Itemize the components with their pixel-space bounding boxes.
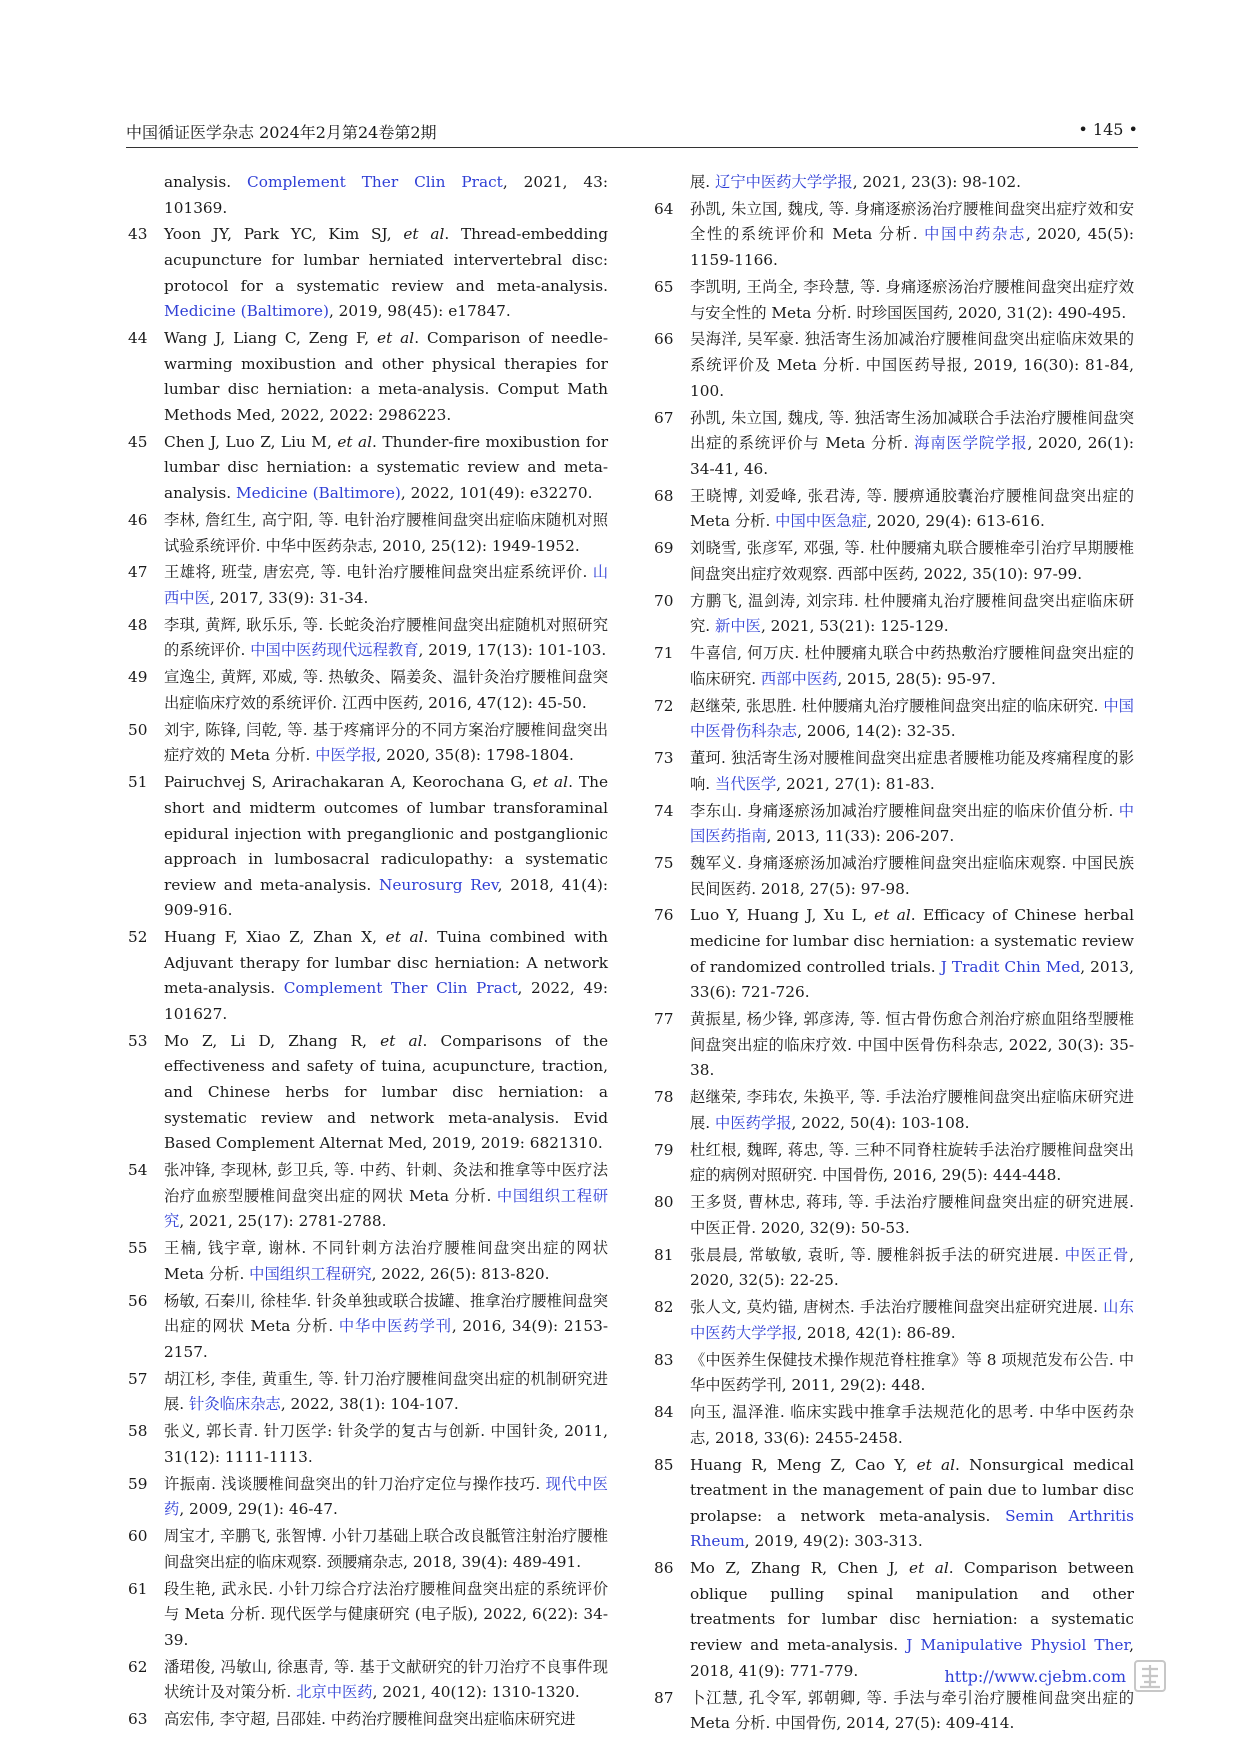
journal-link[interactable]: J Manipulative Physiol Ther [906,1636,1130,1655]
reference-text: , 2019, 17(13): 101-103. [418,641,607,660]
reference-entry [128,1367,608,1418]
running-header [126,118,1138,144]
reference-text: , 2022, 49: 101627. [164,979,609,1023]
reference-text: , 2021, 53(21): 125-129. [760,617,949,636]
reference-text: 董珂. 独活寄生汤对腰椎间盘突出症患者腰椎功能及疼痛程度的影响. [690,749,1134,793]
reference-text: 方鹏飞, 温剑涛, 刘宗玮. 杜仲腰痛丸治疗腰椎间盘突出症临床研究. [690,591,1134,636]
reference-text: . Comparisons of the effectiveness and safety of tuina, acupuncture, traction, and Chinese herbs for lumbar disc herniation: a systematic review and network meta-analysis. Evid Based Complement Alternat Med, 2019, 2019: 6821310. [164,1031,609,1153]
et-al-text: et al [916,1455,956,1474]
et-al-text: et al [380,1031,423,1050]
reference-number: 43 [128,225,148,244]
reference-entry [128,1524,608,1575]
journal-link[interactable]: 中医正骨 [1064,1245,1130,1264]
reference-entry [654,1295,1134,1346]
reference-entry [128,1289,608,1366]
reference-number: 87 [654,1688,674,1707]
header-divider [126,147,1138,148]
reference-number: 49 [128,668,148,687]
reference-text: 李林, 詹红生, 高宁阳, 等. 电针治疗腰椎间盘突出症临床随机对照试验系统评价. 中华中医药杂志, 2010, 25(12): 1949-1952. [164,510,608,555]
reference-number: 62 [128,1657,148,1676]
reference-number: 64 [654,199,674,218]
reference-entry [654,1007,1134,1084]
reference-text: 段生艳, 武永民. 小针刀综合疗法治疗腰椎间盘突出症的系统评价与 Meta 分析. 现代医学与健康研究 (电子版), 2022, 6(22): 34-39. [164,1579,608,1649]
reference-entry [128,1472,608,1523]
reference-entry [654,536,1134,587]
reference-text: 张义, 郭长青. 针刀医学: 针灸学的复古与创新. 中国针灸, 2011, 31(12): 1111-1113. [164,1422,608,1466]
reference-list-right-column [654,170,1134,1738]
reference-text: , 2020, 35(8): 1798-1804. [376,746,574,765]
reference-entry [654,641,1134,692]
reference-number: 50 [128,720,148,739]
reference-number: 52 [128,928,148,947]
reference-number: 84 [654,1403,674,1422]
reference-number: 72 [654,696,674,715]
reference-text: . Efficacy of Chinese herbal medicine for lumbar disc herniation: a systematic review of randomized controlled trials. [690,906,1134,976]
reference-entry [128,770,608,924]
reference-text: . Nonsurgical medical treatment in the management of pain due to lumbar disc prolapse: a network meta-analysis. [690,1455,1134,1525]
reference-text: Huang R, Meng Z, Cao Y, [690,1455,917,1474]
reference-text: 孙凯, 朱立国, 魏戌, 等. 独活寄生汤加减联合手法治疗腰椎间盘突出症的系统评价与 Meta 分析. [690,408,1134,453]
reference-entry [128,665,608,716]
reference-entry [654,746,1134,797]
reference-entry [654,275,1134,326]
journal-link[interactable]: Medicine (Baltimore) [235,484,401,503]
reference-text: Mo Z, Li D, Zhang R, [164,1031,381,1050]
journal-seal-icon [1134,1660,1166,1692]
reference-text: , 2013, 11(33): 206-207. [766,827,955,846]
reference-entry [128,326,608,428]
reference-text: , 2021, 43: 101369. [164,173,609,217]
reference-number: 54 [128,1161,148,1180]
reference-entry [128,560,608,611]
reference-text: , 2020, 45(5): 1159-1166. [690,225,1134,270]
reference-text: , 2021, 23(3): 98-102. [852,173,1021,191]
reference-text: . Thread-embedding acupuncture for lumbar herniated intervertebral disc: protocol for a systematic review and meta-analysis. [164,225,609,295]
reference-text: 李东山. 身痛逐瘀汤加减治疗腰椎间盘突出症的临床价值分析. [690,801,1119,820]
reference-entry [128,1655,608,1706]
journal-link[interactable]: 辽宁中医药大学学报 [715,173,853,191]
reference-number: 63 [128,1710,148,1729]
reference-text: , 2022, 26(5): 813-820. [371,1264,550,1283]
journal-link[interactable]: Medicine (Baltimore) [164,302,329,321]
et-al-text: et al [385,928,424,947]
reference-entry [654,1190,1134,1241]
reference-entry [654,1243,1134,1294]
reference-text: , 2015, 28(5): 95-97. [837,669,996,688]
reference-entry [654,327,1134,404]
reference-text: analysis. [164,173,248,191]
journal-link[interactable]: 山西中医 [164,563,608,607]
reference-text: 赵继荣, 张思胜. 杜仲腰痛丸治疗腰椎间盘突出症的临床研究. [690,696,1104,715]
reference-number: 55 [128,1239,148,1258]
reference-text: , 2021, 25(17): 2781-2788. [179,1212,387,1231]
reference-number: 77 [654,1010,674,1029]
reference-text: 吴海洋, 吴军豪. 独活寄生汤加减治疗腰椎间盘突出症临床效果的系统评价及 Meta 分析. 中国医药导报, 2019, 16(30): 81-84, 100. [690,330,1134,400]
reference-text: , 2018, 42(1): 86-89. [797,1323,956,1342]
reference-text: 杨敏, 石秦川, 徐桂华. 针灸单独或联合拔罐、推拿治疗腰椎间盘突出症的网状 Meta 分析. [164,1291,608,1336]
journal-link[interactable]: 中国医药指南 [690,801,1134,846]
journal-link[interactable]: Complement Ther Clin Pract [283,979,518,998]
reference-text: 牛喜信, 何万庆. 杜仲腰痛丸联合中药热敷治疗腰椎间盘突出症的临床研究. [690,644,1134,688]
reference-text: , 2022, 38(1): 104-107. [280,1395,459,1414]
reference-text: , 2019, 98(45): e17847. [328,302,511,321]
reference-number: 61 [128,1579,148,1598]
reference-entry [654,694,1134,745]
reference-text: Yoon JY, Park YC, Kim SJ, [164,225,404,244]
reference-entry [654,197,1134,274]
reference-text: , 2020, 26(1): 34-41, 46. [690,434,1134,478]
reference-text: , 2018, 41(4): 909-916. [164,875,608,920]
reference-text: 刘宇, 陈锋, 闫乾, 等. 基于疼痛评分的不同方案治疗腰椎间盘突出症疗效的 Meta 分析. [164,720,608,765]
reference-entry [128,430,608,507]
reference-text: , 2018, 41(9): 771-779. [690,1636,1134,1680]
reference-text: , 2013, 33(6): 721-726. [690,957,1134,1002]
reference-text: 展. [690,173,716,191]
journal-link[interactable]: 山东中医药大学学报 [690,1298,1134,1342]
reference-number: 81 [654,1245,674,1264]
reference-text: Pairuchvej S, Arirachakaran A, Keorochana G, [164,773,533,792]
et-al-text: et al [532,773,569,792]
reference-list-left-column [128,170,608,1734]
reference-entry [128,613,608,664]
reference-text: , 2006, 14(2): 32-35. [797,722,956,741]
journal-link[interactable]: 中国组织工程研究 [249,1264,372,1283]
reference-text: Wang J, Liang C, Zeng F, [164,329,378,348]
reference-number: 74 [654,801,674,820]
journal-link[interactable]: Semin Arthritis Rheum [690,1506,1134,1551]
reference-text: 王晓博, 刘爱峰, 张君涛, 等. 腰痹通胶囊治疗腰椎间盘突出症的 Meta 分析. [690,486,1134,531]
et-al-text: et al [337,432,373,451]
reference-text: . The short and midterm outcomes of lumbar transforaminal epidural injection with preganglionic and postganglionic approach in lumbosacral radiculopathy: a systematic review and meta-analysis. [164,773,608,894]
journal-link[interactable]: 中国中医药现代远程教育 [250,641,419,660]
journal-link[interactable]: 当代医学 [715,774,777,793]
reference-number: 51 [128,773,148,792]
reference-text: 李凯明, 王尚全, 李玲慧, 等. 身痛逐瘀汤治疗腰椎间盘突出症疗效与安全性的 Meta 分析. 时珍国医国药, 2020, 31(2): 490-495. [690,277,1134,322]
et-al-text: et al [874,906,911,925]
reference-number: 45 [128,432,148,451]
reference-number: 80 [654,1193,674,1212]
reference-number: 71 [654,644,674,663]
reference-number: 53 [128,1031,148,1050]
reference-entry [654,851,1134,902]
reference-entry [128,1707,608,1733]
reference-text: 宣逸尘, 黄辉, 邓威, 等. 热敏灸、隔姜灸、温针灸治疗腰椎间盘突出症临床疗效的系统评价. 江西中医药, 2016, 47(12): 45-50. [164,668,608,712]
reference-text: 杜红根, 魏晖, 蒋忠, 等. 三种不同脊柱旋转手法治疗腰椎间盘突出症的病例对照研究. 中国骨伤, 2016, 29(5): 444-448. [690,1140,1134,1185]
reference-entry [654,589,1134,640]
reference-text: 周宝才, 辛鹏飞, 张智博. 小针刀基础上联合改良骶管注射治疗腰椎间盘突出症的临床观察. 颈腰痛杂志, 2018, 39(4): 489-491. [164,1527,608,1571]
journal-link[interactable]: 西部中医药 [760,669,838,688]
reference-text: . Thunder-fire moxibustion for lumbar disc herniation: a systematic review and meta-analysis. [164,432,609,503]
reference-number: 82 [654,1298,674,1317]
reference-number: 46 [128,510,148,529]
reference-number: 47 [128,563,148,582]
reference-entry [654,799,1134,850]
reference-text: 潘珺俊, 冯敏山, 徐惠青, 等. 基于文献研究的针刀治疗不良事件现状统计及对策分析. [164,1657,608,1702]
reference-text: , 2009, 29(1): 46-47. [179,1500,338,1519]
reference-number: 57 [128,1369,148,1388]
reference-text: . Comparison of needle-warming moxibustion and other physical therapies for lumbar disc herniation: a meta-analysis. Comput Math Methods Med, 2022, 2022: 2986223. [164,329,608,424]
reference-entry [128,1577,608,1654]
reference-text: 李琪, 黄辉, 耿乐乐, 等. 长蛇灸治疗腰椎间盘突出症随机对照研究的系统评价. [164,615,608,660]
et-al-text: et al [403,225,445,244]
reference-number: 83 [654,1350,674,1369]
reference-text: Chen J, Luo Z, Liu M, [164,432,338,451]
reference-entry [128,170,608,221]
reference-text: , 2022, 50(4): 103-108. [791,1113,970,1132]
reference-text: 孙凯, 朱立国, 魏戌, 等. 身痛逐瘀汤治疗腰椎间盘突出症疗效和安全性的系统评价和 Meta 分析. [690,199,1134,244]
reference-entry [128,1419,608,1470]
reference-entry [654,1138,1134,1189]
reference-entry [654,1686,1134,1737]
reference-entry [654,484,1134,535]
journal-issue-title: 中国循证医学杂志 2024年2月第24卷第2期 [126,123,437,142]
reference-entry [128,508,608,559]
reference-text: 赵继荣, 李玮农, 朱换平, 等. 手法治疗腰椎间盘突出症临床研究进展. [690,1088,1134,1132]
et-al-text: et al [377,329,415,348]
reference-text: 许振南. 浅谈腰椎间盘突出的针刀治疗定位与操作技巧. [164,1474,546,1493]
reference-text: . Comparison between oblique pulling spinal manipulation and other treatments for lumbar disc herniation: a systematic review and meta-analysis. [690,1559,1135,1655]
reference-text: 刘晓雪, 张彦军, 邓强, 等. 杜仲腰痛丸联合腰椎牵引治疗早期腰椎间盘突出症疗效观察. 西部中医药, 2022, 35(10): 97-99. [690,539,1134,583]
reference-number: 68 [654,486,674,505]
reference-entry [128,718,608,769]
reference-entry [654,1453,1134,1555]
reference-entry [654,1556,1134,1684]
reference-text: . Tuina combined with Adjuvant therapy for lumbar disc herniation: A network meta-analysis. [164,928,608,998]
reference-text: 王多贤, 曹林忠, 蒋玮, 等. 手法治疗腰椎间盘突出症的研究进展. 中医正骨. 2020, 32(9): 50-53. [690,1193,1134,1237]
journal-link[interactable]: 中医学报 [315,746,377,765]
reference-text: 张人文, 莫灼锚, 唐树杰. 手法治疗腰椎间盘突出症研究进展. [690,1298,1104,1317]
reference-number: 48 [128,615,148,634]
reference-text: 高宏伟, 李守超, 吕邵娃. 中药治疗腰椎间盘突出症临床研究进 [164,1710,576,1729]
journal-link[interactable]: 中国中药杂志 [924,225,1026,244]
journal-link[interactable]: Neurosurg Rev [378,875,498,894]
reference-entry [654,406,1134,483]
journal-link[interactable]: Complement Ther Clin Pract [247,173,503,191]
journal-link[interactable]: 中医药学报 [715,1113,792,1132]
reference-number: 70 [654,591,674,610]
reference-entry [128,1158,608,1235]
reference-number: 65 [654,277,674,296]
reference-text: , 2017, 33(9): 31-34. [209,588,369,607]
reference-number: 75 [654,854,674,872]
reference-text: 《中医养生保健技术操作规范脊柱推拿》等 8 项规范发布公告. 中华中医药学刊, 2011, 29(2): 448. [690,1350,1134,1395]
journal-link[interactable]: 中国组织工程研究 [164,1186,608,1231]
journal-link[interactable]: 针灸临床杂志 [189,1395,281,1414]
reference-entry [128,925,608,1027]
reference-entry [654,170,1134,196]
journal-link[interactable]: 现代中医药 [164,1474,608,1519]
journal-link[interactable]: 海南医学院学报 [914,434,1028,453]
page-number: • 145 • [1078,120,1138,139]
reference-text: 王楠, 钱宇章, 谢林. 不同针刺方法治疗腰椎间盘突出症的网状 Meta 分析. [164,1239,608,1283]
reference-text: Luo Y, Huang J, Xu L, [690,906,875,925]
reference-entry [128,1236,608,1287]
reference-number: 85 [654,1455,674,1474]
journal-website-link[interactable]: http://www.cjebm.com [944,1667,1126,1686]
reference-entry [128,1029,608,1157]
reference-entry [654,1400,1134,1451]
reference-number: 58 [128,1422,148,1441]
reference-text: 向玉, 温泽淮. 临床实践中推拿手法规范化的思考. 中华中医药杂志, 2018, 33(6): 2455-2458. [690,1403,1134,1447]
reference-text: 黄振星, 杨少锋, 郭彦涛, 等. 恒古骨伤愈合剂治疗瘀血阻络型腰椎间盘突出症的临床疗效. 中国中医骨伤科杂志, 2022, 30(3): 35-38. [690,1010,1134,1080]
reference-text: , 2021, 40(12): 1310-1320. [372,1683,580,1702]
reference-entry [654,903,1134,1005]
journal-link[interactable]: 中华中医药学刊 [338,1317,452,1336]
reference-text: 卜江慧, 孔令军, 郭朝卿, 等. 手法与牵引治疗腰椎间盘突出症的 Meta 分析. 中国骨伤, 2014, 27(5): 409-414. [690,1688,1134,1733]
journal-link[interactable]: J Tradit Chin Med [940,957,1081,976]
reference-entry [128,222,608,324]
reference-number: 73 [654,749,674,768]
reference-number: 69 [654,539,674,558]
reference-text: Mo Z, Zhang R, Chen J, [690,1559,910,1578]
journal-link[interactable]: 新中医 [715,617,761,636]
reference-number: 76 [654,906,674,925]
reference-number: 56 [128,1291,148,1310]
reference-text: , 2019, 49(2): 303-313. [744,1532,923,1551]
reference-text: , 2020, 32(5): 22-25. [690,1245,1134,1290]
reference-number: 44 [128,329,148,348]
reference-number: 79 [654,1140,674,1159]
reference-text: , 2020, 29(4): 613-616. [866,512,1045,531]
reference-text: 张冲锋, 李现林, 彭卫兵, 等. 中药、针刺、灸法和推拿等中医疗法治疗血瘀型腰椎间盘突出症的网状 Meta 分析. [164,1161,608,1205]
reference-entry [654,1085,1134,1136]
reference-number: 60 [128,1527,148,1546]
journal-link[interactable]: 北京中医药 [296,1683,373,1702]
et-al-text: et al [909,1559,949,1578]
reference-number: 86 [654,1559,674,1578]
reference-number: 59 [128,1474,148,1493]
reference-entry [654,1348,1134,1399]
reference-text: , 2016, 34(9): 2153-2157. [164,1317,608,1361]
reference-text: 魏军义. 身痛逐瘀汤加减治疗腰椎间盘突出症临床观察. 中国民族民间医药. 2018, 27(5): 97-98. [690,854,1134,898]
reference-number: 66 [654,330,674,349]
reference-number: 67 [654,408,674,427]
reference-text: Huang F, Xiao Z, Zhan X, [164,928,386,947]
journal-link[interactable]: 中国中医骨伤科杂志 [690,696,1134,741]
reference-text: 张晨晨, 常敏敏, 袁昕, 等. 腰椎斜扳手法的研究进展. [690,1245,1065,1264]
reference-text: , 2021, 27(1): 81-83. [776,774,935,793]
journal-link[interactable]: 中国中医急症 [775,512,867,531]
reference-text: 王雄将, 班莹, 唐宏亮, 等. 电针治疗腰椎间盘突出症系统评价. [164,563,593,582]
reference-number: 78 [654,1088,674,1107]
reference-text: , 2022, 101(49): e32270. [400,484,593,503]
reference-text: 胡江杉, 李佳, 黄重生, 等. 针刀治疗腰椎间盘突出症的机制研究进展. [164,1369,608,1414]
